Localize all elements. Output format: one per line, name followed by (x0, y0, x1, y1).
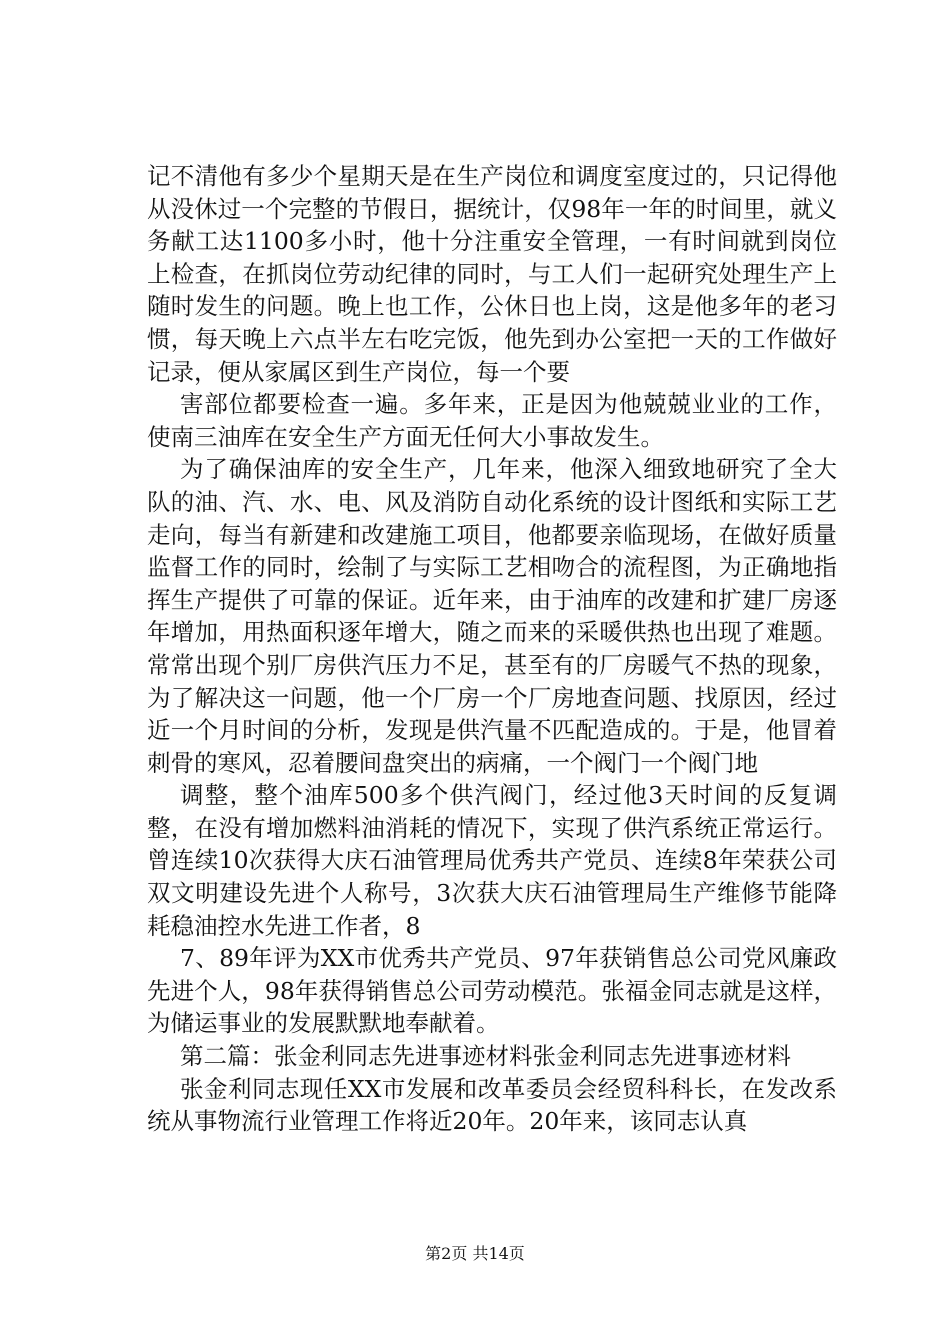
paragraph-4: 调整，整个油库500多个供汽阀门，经过他3天时间的反复调整，在没有增加燃料油消耗的情况下，实现了供汽系统正常运行。曾连续10次获得大庆石油管理局优秀共产党员、连续8年荣获公司双文明建设先进个人称号，3次获大庆石油管理局生产维修节能降耗稳油控水先进工作者，8 (147, 781, 837, 940)
paragraph-1: 记不清他有多少个星期天是在生产岗位和调度室度过的，只记得他从没休过一个完整的节假日，据统计，仅98年一年的时间里，就义务献工达1100多小时，他十分注重安全管理，一有时间就到岗位上检查，在抓岗位劳动纪律的同时，与工人们一起研究处理生产上随时发生的问题。晚上也工作，公休日也上岗，这是他多年的老习惯，每天晚上六点半左右吃完饭，他先到办公室把一天的工作做好记录，便从家属区到生产岗位，每一个要 (147, 162, 837, 386)
paragraph-2: 害部位都要检查一遍。多年来，正是因为他兢兢业业的工作，使南三油库在安全生产方面无任何大小事故发生。 (147, 390, 837, 451)
paragraph-5: 7、89年评为XX市优秀共产党员、97年获销售总公司党风廉政先进个人，98年获得销售总公司劳动模范。张福金同志就是这样，为储运事业的发展默默地奉献着。 (147, 944, 837, 1038)
document-body (147, 160, 837, 1138)
page-number-footer: 第2页 共14页 (425, 1244, 525, 1263)
paragraph-7: 张金利同志现任XX市发展和改革委员会经贸科科长，在发改系统从事物流行业管理工作将近20年。20年来，该同志认真 (147, 1074, 837, 1136)
section-heading: 第二篇：张金利同志先进事迹材料张金利同志先进事迹材料 (180, 1042, 791, 1071)
paragraph-3: 为了确保油库的安全生产，几年来，他深入细致地研究了全大队的油、汽、水、电、风及消防自动化系统的设计图纸和实际工艺走向，每当有新建和改建施工项目，他都要亲临现场，在做好质量监督工作的同时，绘制了与实际工艺相吻合的流程图，为正确地指挥生产提供了可靠的保证。近年来，由于油库的改建和扩建厂房逐年增加，用热面积逐年增大，随之而来的采暖供热也出现了难题。常常出现个别厂房供汽压力不足，甚至有的厂房暖气不热的现象，为了解决这一问题，他一个厂房一个厂房地查问题、找原因，经过近一个月时间的分析，发现是供汽量不匹配造成的。于是，他冒着刺骨的寒风，忍着腰间盘突出的病痛，一个阀门一个阀门地 (147, 455, 837, 777)
